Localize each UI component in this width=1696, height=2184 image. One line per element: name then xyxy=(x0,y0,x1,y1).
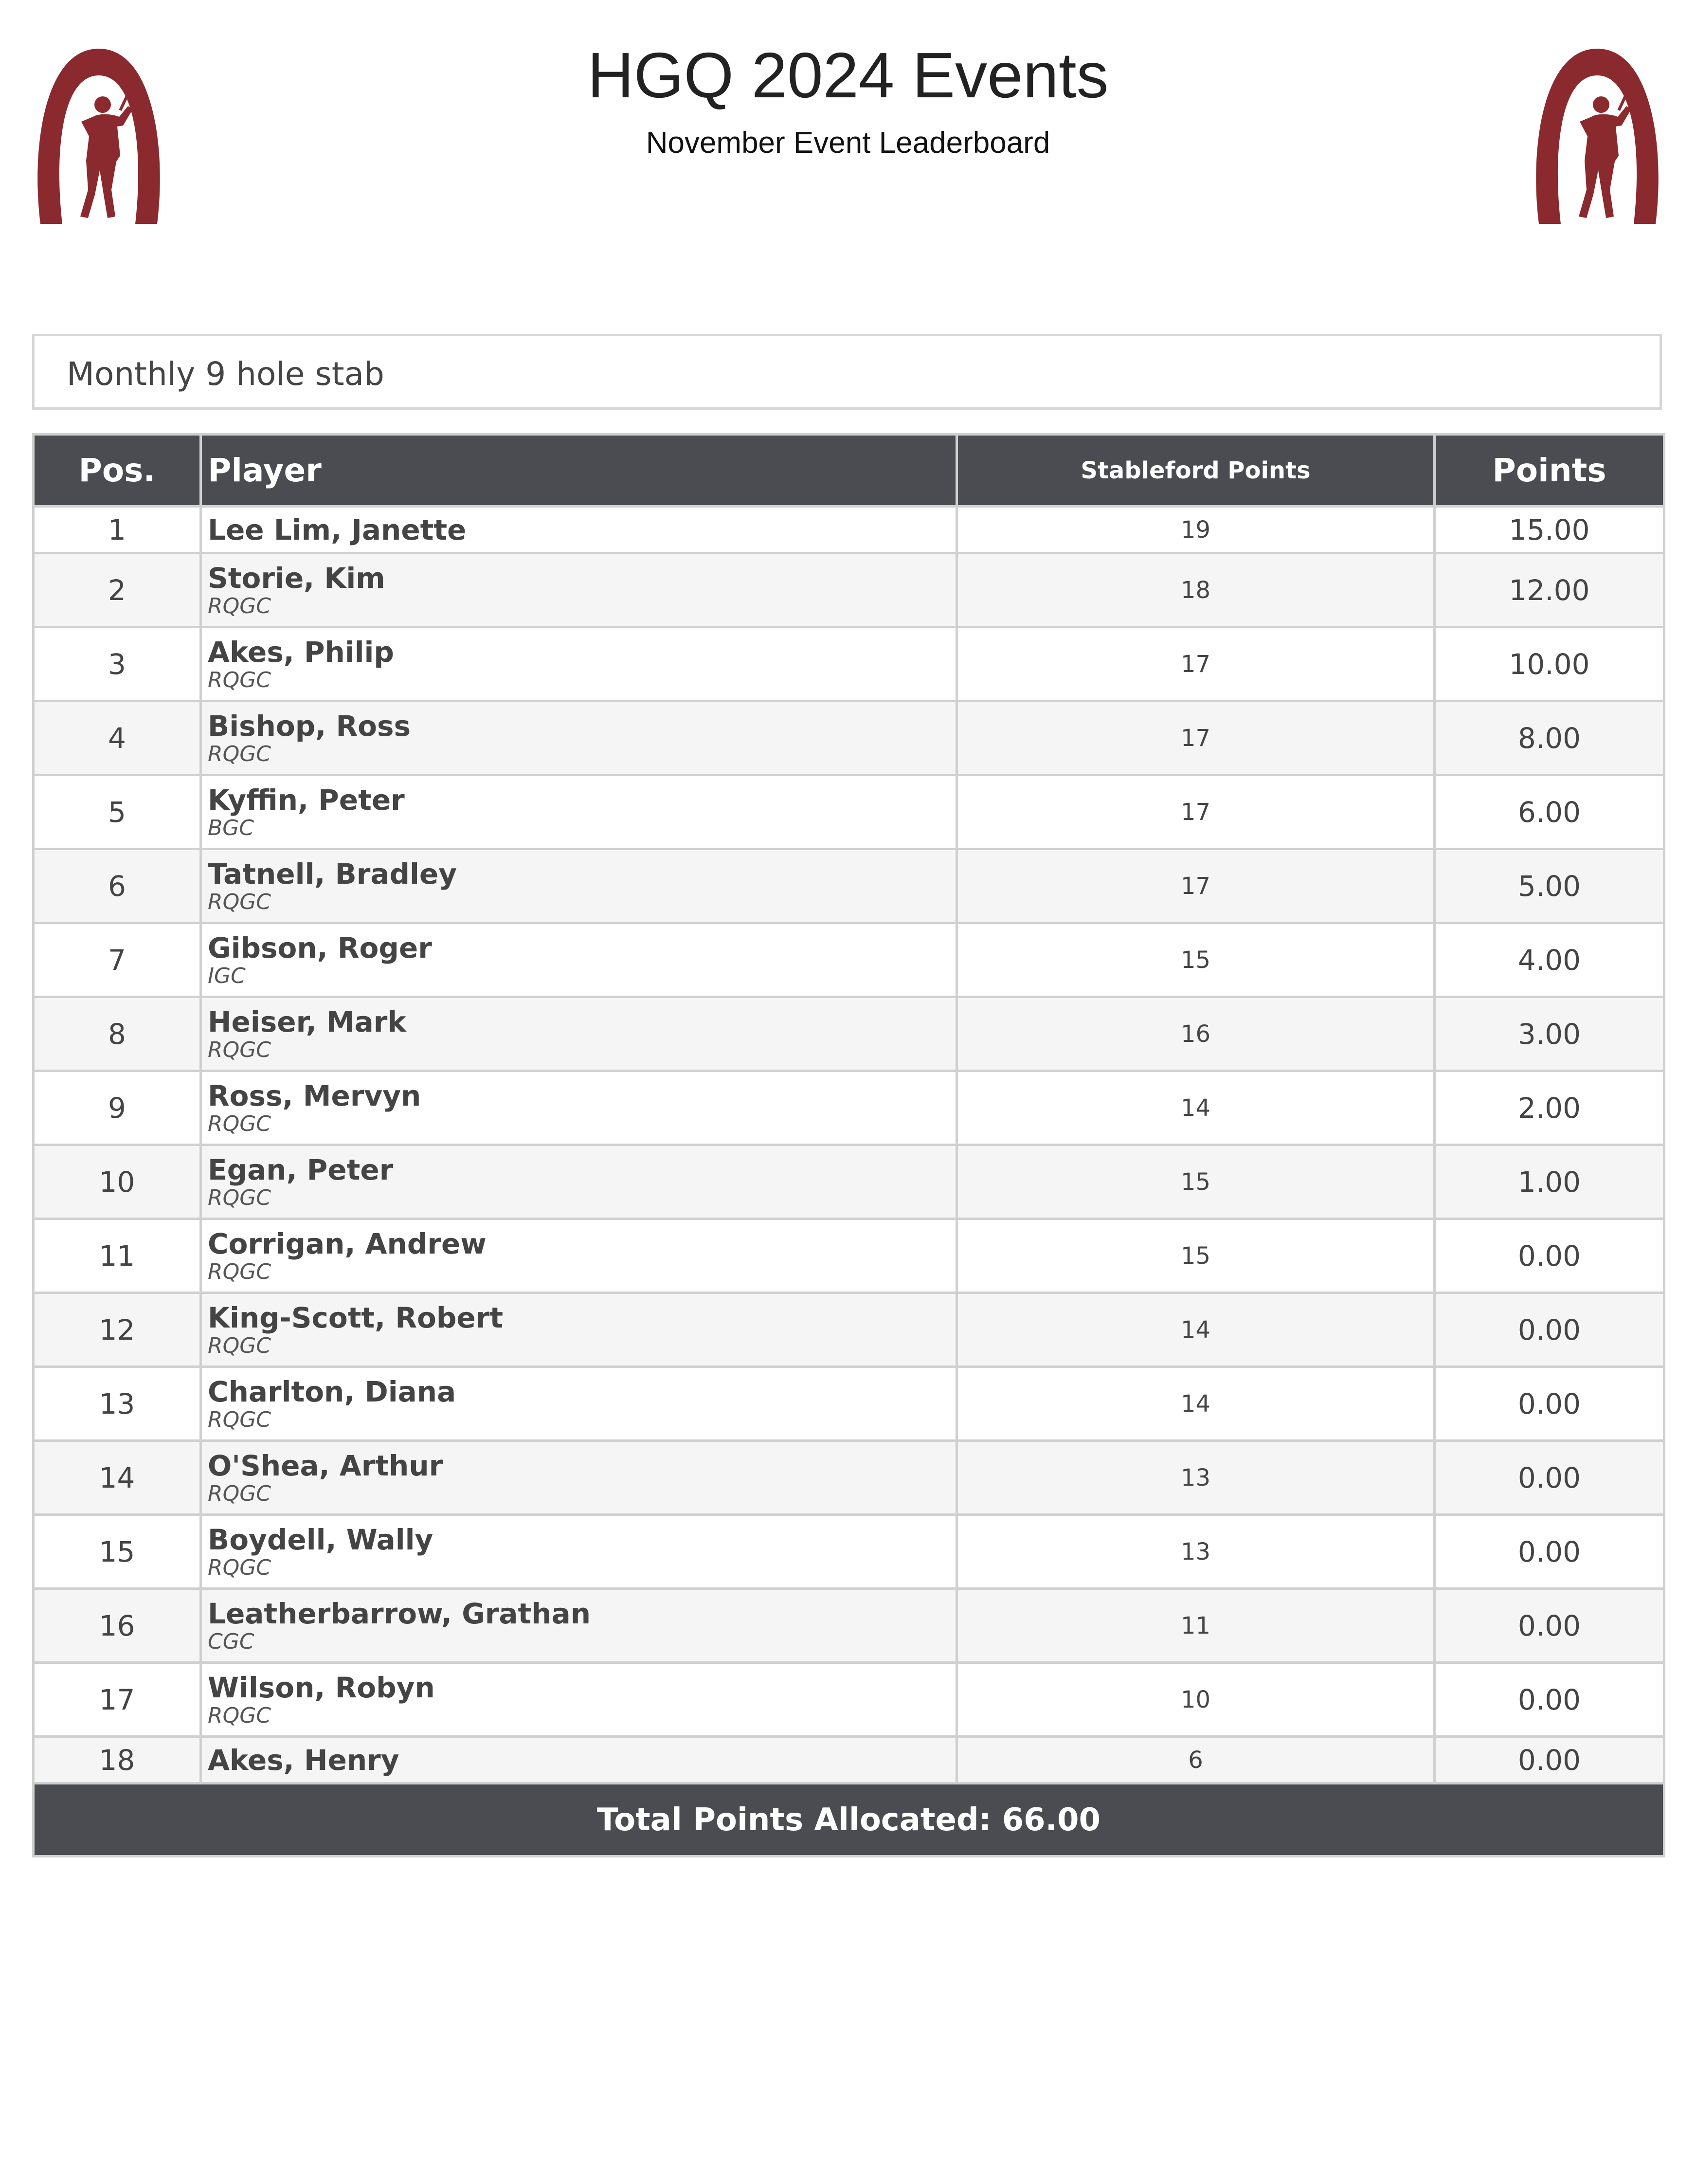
table-row xyxy=(34,553,1664,627)
column-header-player: Player xyxy=(201,435,957,507)
row-points: 0.00 xyxy=(1435,1367,1664,1441)
player-club: RQGC xyxy=(208,1111,271,1136)
row-position: 18 xyxy=(34,1737,201,1784)
row-player xyxy=(201,553,957,627)
row-stableford: 16 xyxy=(957,997,1435,1071)
row-player xyxy=(201,1515,957,1589)
player-name: Kyffin, Peter xyxy=(208,783,405,817)
row-player xyxy=(201,997,957,1071)
row-stableford: 14 xyxy=(957,1071,1435,1145)
table-row xyxy=(34,1071,1664,1145)
row-player xyxy=(201,923,957,997)
row-stableford: 17 xyxy=(957,775,1435,849)
row-position: 3 xyxy=(34,627,201,701)
row-position: 14 xyxy=(34,1441,201,1515)
row-player xyxy=(201,1219,957,1293)
column-header-stableford: Stableford Points xyxy=(957,435,1435,507)
row-position: 8 xyxy=(34,997,201,1071)
row-stableford: 10 xyxy=(957,1663,1435,1737)
player-name: Gibson, Roger xyxy=(208,931,432,965)
row-position: 10 xyxy=(34,1145,201,1219)
row-stableford: 14 xyxy=(957,1293,1435,1367)
page-subtitle: November Event Leaderboard xyxy=(646,126,1050,160)
player-name: Corrigan, Andrew xyxy=(208,1227,487,1260)
row-points: 8.00 xyxy=(1435,701,1664,775)
event-name-box xyxy=(32,334,1662,410)
player-name: King-Scott, Robert xyxy=(208,1301,504,1334)
total-points-allocated: Total Points Allocated: 66.00 xyxy=(34,1784,1664,1856)
player-name: Akes, Henry xyxy=(208,1743,399,1777)
row-points: 0.00 xyxy=(1435,1219,1664,1293)
column-header-pos: Pos. xyxy=(34,435,201,507)
leaderboard-table xyxy=(32,433,1665,1857)
player-club: IGC xyxy=(208,963,246,988)
table-row xyxy=(34,775,1664,849)
row-player xyxy=(201,1145,957,1219)
player-name: Heiser, Mark xyxy=(208,1005,406,1038)
row-position: 7 xyxy=(34,923,201,997)
player-club: RQGC xyxy=(208,593,271,619)
row-points: 0.00 xyxy=(1435,1293,1664,1367)
row-player xyxy=(201,1071,957,1145)
player-name: Wilson, Robyn xyxy=(208,1671,435,1704)
row-stableford: 18 xyxy=(957,553,1435,627)
row-points: 0.00 xyxy=(1435,1663,1664,1737)
table-row xyxy=(34,1367,1664,1441)
row-stableford: 15 xyxy=(957,1145,1435,1219)
row-player xyxy=(201,1367,957,1441)
table-row xyxy=(34,1663,1664,1737)
table-row xyxy=(34,1515,1664,1589)
row-player xyxy=(201,1441,957,1515)
row-stableford: 14 xyxy=(957,1367,1435,1441)
table-footer-row xyxy=(34,1784,1664,1856)
player-name: Lee Lim, Janette xyxy=(208,513,467,546)
player-name: Charlton, Diana xyxy=(208,1375,456,1408)
row-stableford: 17 xyxy=(957,627,1435,701)
player-club: RQGC xyxy=(208,667,271,692)
player-club: CGC xyxy=(208,1629,254,1654)
table-row xyxy=(34,1589,1664,1663)
table-row xyxy=(34,701,1664,775)
player-club: RQGC xyxy=(208,1037,271,1062)
player-name: Storie, Kim xyxy=(208,561,385,595)
table-row xyxy=(34,849,1664,923)
row-position: 1 xyxy=(34,507,201,553)
row-stableford: 15 xyxy=(957,923,1435,997)
table-row xyxy=(34,507,1664,553)
row-stableford: 13 xyxy=(957,1515,1435,1589)
player-name: Ross, Mervyn xyxy=(208,1079,421,1112)
player-name: Akes, Philip xyxy=(208,635,394,669)
row-position: 15 xyxy=(34,1515,201,1589)
row-position: 13 xyxy=(34,1367,201,1441)
row-points: 3.00 xyxy=(1435,997,1664,1071)
row-player xyxy=(201,701,957,775)
row-position: 16 xyxy=(34,1589,201,1663)
row-player xyxy=(201,1293,957,1367)
table-row xyxy=(34,1737,1664,1784)
table-row xyxy=(34,997,1664,1071)
row-position: 4 xyxy=(34,701,201,775)
table-row xyxy=(34,1145,1664,1219)
player-name: Leatherbarrow, Grathan xyxy=(208,1597,591,1630)
table-header-row xyxy=(34,435,1664,507)
row-stableford: 17 xyxy=(957,701,1435,775)
player-club: RQGC xyxy=(208,741,271,766)
player-name: Tatnell, Bradley xyxy=(208,857,457,891)
row-position: 11 xyxy=(34,1219,201,1293)
row-points: 15.00 xyxy=(1435,507,1664,553)
page-title: HGQ 2024 Events xyxy=(587,39,1109,111)
table-row xyxy=(34,1441,1664,1515)
event-name: Monthly 9 hole stab xyxy=(67,355,384,393)
player-name: Bishop, Ross xyxy=(208,709,411,743)
row-stableford: 6 xyxy=(957,1737,1435,1784)
row-points: 4.00 xyxy=(1435,923,1664,997)
row-player xyxy=(201,775,957,849)
row-player xyxy=(201,849,957,923)
row-player xyxy=(201,1663,957,1737)
row-player xyxy=(201,1589,957,1663)
row-stableford: 15 xyxy=(957,1219,1435,1293)
player-club: BGC xyxy=(208,815,254,840)
player-club: RQGC xyxy=(208,1333,271,1358)
table-row xyxy=(34,1219,1664,1293)
row-points: 2.00 xyxy=(1435,1071,1664,1145)
row-stableford: 19 xyxy=(957,507,1435,553)
row-position: 2 xyxy=(34,553,201,627)
row-position: 17 xyxy=(34,1663,201,1737)
row-stableford: 13 xyxy=(957,1441,1435,1515)
row-position: 5 xyxy=(34,775,201,849)
player-name: O'Shea, Arthur xyxy=(208,1449,443,1482)
player-club: RQGC xyxy=(208,1185,271,1210)
player-name: Egan, Peter xyxy=(208,1153,394,1186)
table-row xyxy=(34,1293,1664,1367)
player-club: RQGC xyxy=(208,889,271,914)
page-header xyxy=(0,39,1696,161)
row-points: 12.00 xyxy=(1435,553,1664,627)
row-position: 12 xyxy=(34,1293,201,1367)
row-player xyxy=(201,507,957,553)
player-club: RQGC xyxy=(208,1555,271,1580)
row-player xyxy=(201,627,957,701)
table-row xyxy=(34,627,1664,701)
row-points: 0.00 xyxy=(1435,1737,1664,1784)
row-points: 0.00 xyxy=(1435,1515,1664,1589)
row-stableford: 17 xyxy=(957,849,1435,923)
player-name: Boydell, Wally xyxy=(208,1523,433,1556)
player-club: RQGC xyxy=(208,1703,271,1728)
row-position: 6 xyxy=(34,849,201,923)
row-player xyxy=(201,1737,957,1784)
row-points: 10.00 xyxy=(1435,627,1664,701)
player-club: RQGC xyxy=(208,1481,271,1506)
row-points: 1.00 xyxy=(1435,1145,1664,1219)
row-points: 6.00 xyxy=(1435,775,1664,849)
player-club: RQGC xyxy=(208,1407,271,1432)
table-row xyxy=(34,923,1664,997)
player-club: RQGC xyxy=(208,1259,271,1284)
column-header-points: Points xyxy=(1435,435,1664,507)
row-position: 9 xyxy=(34,1071,201,1145)
row-points: 0.00 xyxy=(1435,1441,1664,1515)
row-stableford: 11 xyxy=(957,1589,1435,1663)
row-points: 5.00 xyxy=(1435,849,1664,923)
row-points: 0.00 xyxy=(1435,1589,1664,1663)
